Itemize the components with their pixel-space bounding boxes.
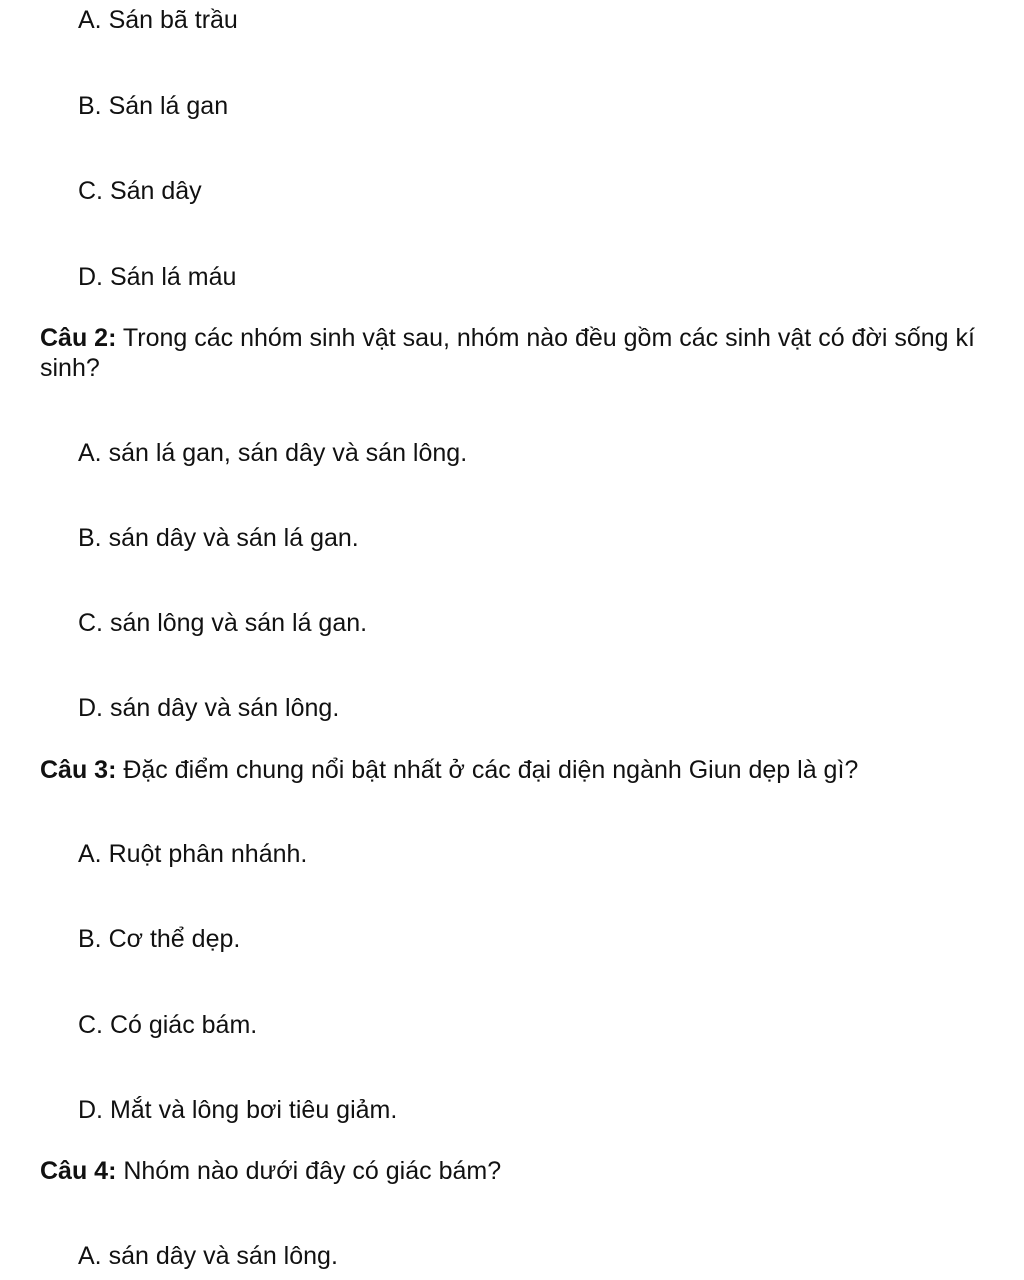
q2-option-a: A. sán lá gan, sán dây và sán lông. <box>78 439 468 467</box>
q4-text: Nhóm nào dưới đây có giác bám? <box>116 1157 502 1185</box>
q3-label: Câu 3: <box>40 756 117 784</box>
q1-option-a: A. Sán bã trầu <box>78 6 238 34</box>
q2-option-d: D. sán dây và sán lông. <box>78 694 340 722</box>
q1-option-b: B. Sán lá gan <box>78 92 229 120</box>
q3-text: Đặc điểm chung nổi bật nhất ở các đại diện ngành Giun dẹp là gì? <box>116 756 859 784</box>
q4-label: Câu 4: <box>40 1157 117 1185</box>
q2-label: Câu 2: <box>40 324 117 352</box>
q3-question <box>40 755 1010 785</box>
q2-option-b: B. sán dây và sán lá gan. <box>78 524 359 552</box>
q2-text: Trong các nhóm sinh vật sau, nhóm nào đều gồm các sinh vật có đời sống kí sinh? <box>40 324 975 382</box>
q2-question <box>40 323 1010 383</box>
q1-option-c: C. Sán dây <box>78 177 202 205</box>
q3-option-c: C. Có giác bám. <box>78 1011 258 1039</box>
q3-option-d: D. Mắt và lông bơi tiêu giảm. <box>78 1096 398 1124</box>
q4-question <box>40 1156 1010 1186</box>
q1-option-d: D. Sán lá máu <box>78 263 237 291</box>
q2-option-c: C. sán lông và sán lá gan. <box>78 609 368 637</box>
q3-option-b: B. Cơ thể dẹp. <box>78 925 241 953</box>
q4-option-a: A. sán dây và sán lông. <box>78 1242 338 1270</box>
q3-option-a: A. Ruột phân nhánh. <box>78 840 308 868</box>
